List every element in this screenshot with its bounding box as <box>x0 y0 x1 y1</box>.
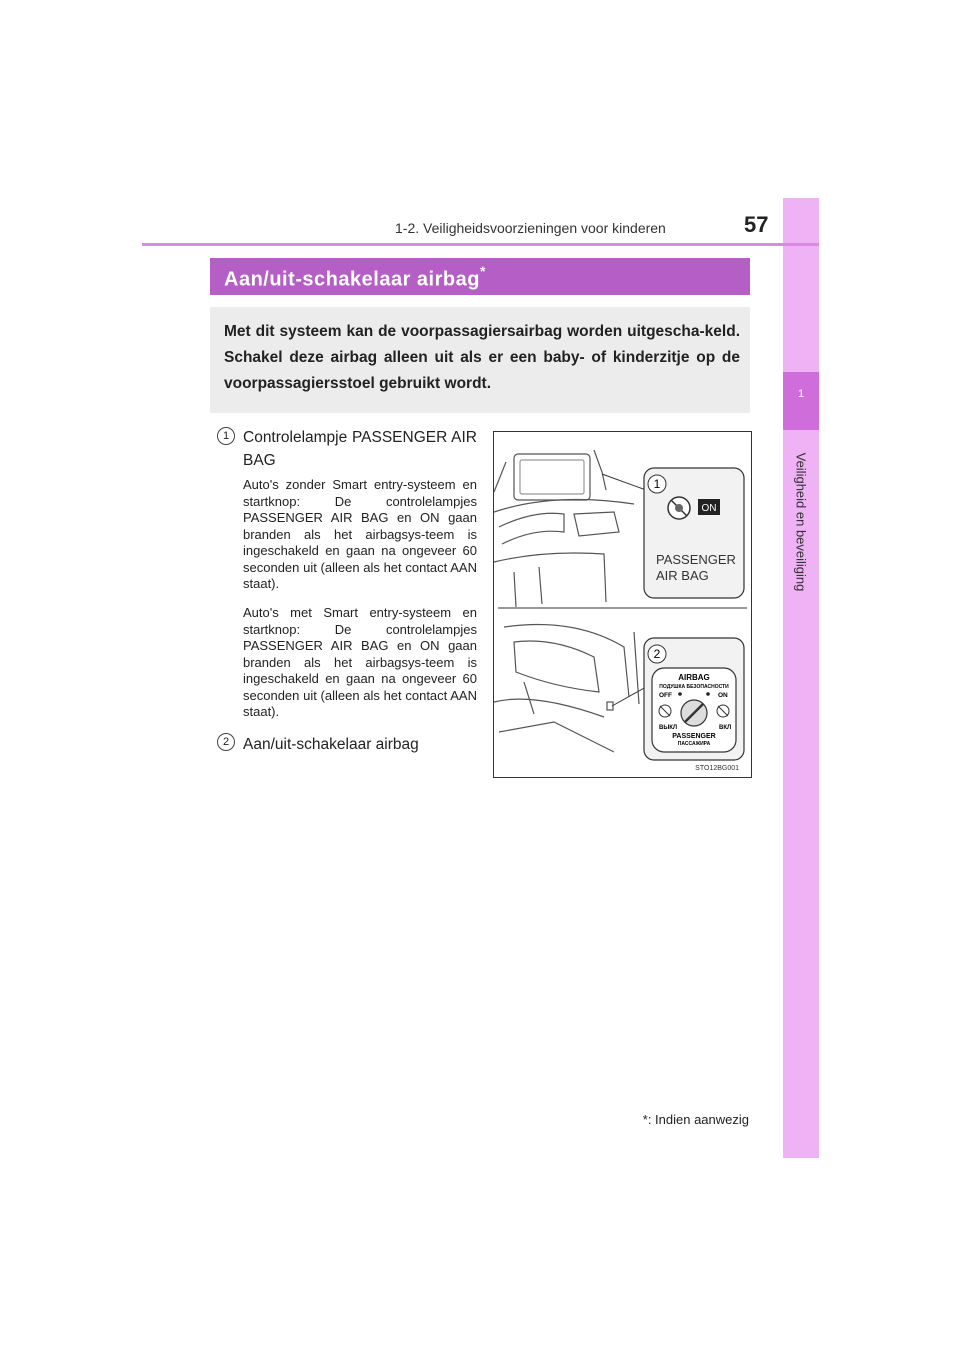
dashboard-sketch-top <box>494 450 634 607</box>
item-title: Controlelampje PASSENGER AIR BAG <box>243 429 477 469</box>
switch-off-label: OFF <box>659 692 672 699</box>
section-title-bar <box>210 258 750 295</box>
passenger-label: PASSENGER <box>656 552 736 567</box>
item-paragraph: Auto's zonder Smart entry-systeem en startknop: De controlelampjes PASSENGER AIR BAG en ON gaan branden als het airbagsys-teem is ingeschakeld en gaan na ongeveer 60 seconden uit (alleen als het contact AAN staat). <box>243 477 477 591</box>
switch-on-ru-label: ВКЛ <box>719 725 732 731</box>
intro-box <box>210 307 750 413</box>
item-number-badge: 2 <box>217 733 235 751</box>
switch-airbag-label: AIRBAG <box>678 673 710 682</box>
airbag-off-icon <box>668 497 690 519</box>
airbag-label: AIR BAG <box>656 568 709 583</box>
on-indicator-label: ON <box>701 503 717 514</box>
item-paragraph: Auto's met Smart entry-systeem en startknop: De controlelampjes PASSENGER AIR BAG en ON gaan branden als het airbagsys-teem is ingeschakeld en gaan na ongeveer 60 seconden uit (alleen als het contact AAN staat). <box>243 605 477 719</box>
item-title: Aan/uit-schakelaar airbag <box>243 736 419 753</box>
page-number: 57 <box>744 212 769 237</box>
side-tab-number: 1 <box>797 388 805 400</box>
section-title <box>224 265 486 292</box>
footnote <box>643 1112 749 1127</box>
switch-off-ru-label: ВЫКЛ <box>659 725 678 731</box>
switch-airbag-ru-label: ПОДУШКА БЕЗОПАСНОСТИ <box>659 684 729 690</box>
footnote-marker: * <box>479 263 486 279</box>
section-title-text: Aan/uit-schakelaar airbag <box>224 268 480 291</box>
switch-passenger-ru-label: ПАССАЖИРА <box>677 741 711 747</box>
callout-2-number: 2 <box>653 647 661 661</box>
footnote-text: : Indien aanwezig <box>647 1112 749 1127</box>
header-rule <box>142 243 819 246</box>
side-tab <box>783 198 819 1158</box>
side-tab-label: Veiligheid en beveiliging <box>793 452 809 592</box>
chapter-title: 1-2. Veiligheidsvoorzieningen voor kinderen <box>395 220 666 236</box>
callout-1-number: 1 <box>653 477 661 491</box>
side-tab-active-marker <box>783 372 819 430</box>
switch-on-label: ON <box>718 692 728 699</box>
switch-passenger-label: PASSENGER <box>672 733 716 740</box>
figure-drawing <box>494 432 751 777</box>
figure-illustration <box>493 431 752 778</box>
intro-text: Met dit systeem kan de voorpassagiersairbag worden uitgescha-keld. Schakel deze airbag alleen uit als er een baby- of kinderzitje op de voorpassagiersstoel gebruikt wordt. <box>224 323 740 392</box>
glovebox-sketch <box>494 625 639 753</box>
figure-code: STO12BG001 <box>695 765 739 772</box>
footnote-asterisk: * <box>642 1112 648 1127</box>
item-number-badge: 1 <box>217 427 235 445</box>
